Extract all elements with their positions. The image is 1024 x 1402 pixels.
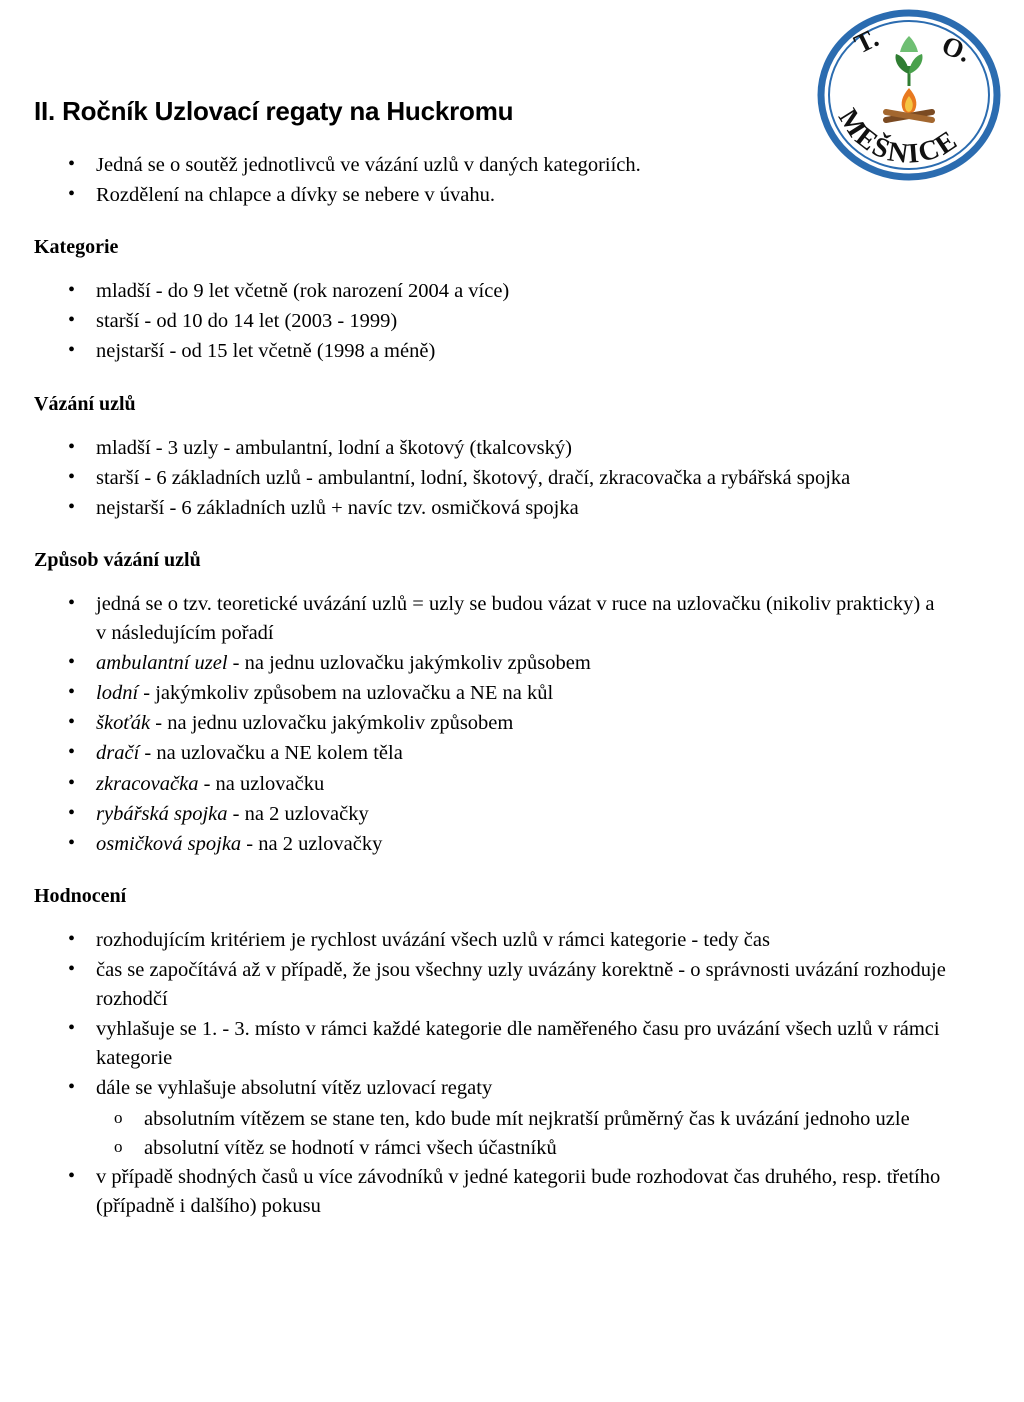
knot-desc: - na uzlovačku [198, 772, 325, 795]
list-item-italic [34, 830, 946, 859]
knot-desc: - na jednu uzlovačku jakýmkoliv způsobem [227, 652, 591, 675]
knot-desc: - na uzlovačku a NE kolem těla [139, 742, 403, 765]
knot-term: dračí [96, 742, 140, 765]
hodnoceni-sublist [34, 1105, 946, 1163]
sub-list-item: o absolutním vítězem se stane ten, kdo bude mít nejkratší průměrný čas k uvázání jednoho uzle [34, 1105, 946, 1134]
list-item-italic [34, 800, 946, 829]
knot-desc: - na 2 uzlovačky [241, 832, 383, 855]
vazani-uzlu-list [34, 434, 946, 523]
list-item-italic [34, 649, 946, 678]
list-item: • starší - od 10 do 14 let (2003 - 1999) [34, 307, 946, 336]
section-heading-zpusob-vazani-uzlu: Způsob vázání uzlů [34, 548, 201, 571]
list-item: • rozhodujícím kritériem je rychlost uvázání všech uzlů v rámci kategorie - tedy čas [34, 926, 946, 955]
knot-term: zkracovačka [96, 772, 199, 795]
list-item-italic [34, 739, 946, 768]
list-item: • dále se vyhlašuje absolutní vítěz uzlovací regaty [34, 1074, 946, 1103]
list-item-italic [34, 770, 946, 799]
list-item: • mladší - 3 uzly - ambulantní, lodní a škotový (tkalcovský) [34, 434, 946, 463]
page-title: II. Ročník Uzlovací regaty na Huckromu [34, 96, 514, 126]
knot-desc: - na jednu uzlovačku jakýmkoliv způsobem [150, 712, 514, 735]
kategorie-list [34, 277, 946, 366]
sub-list-item: o absolutní vítěz se hodnotí v rámci všech účastníků [34, 1134, 946, 1163]
knot-desc: - jakýmkoliv způsobem na uzlovačku a NE na kůl [138, 682, 554, 705]
list-item: • nejstarší - od 15 let včetně (1998 a méně) [34, 337, 946, 366]
list-item: • starší - 6 základních uzlů - ambulantní, lodní, škotový, dračí, zkracovačka a rybářská spojka [34, 464, 946, 493]
list-item: • Rozdělení na chlapce a dívky se nebere v úvahu. [34, 181, 946, 210]
zpusob-vazani-list [34, 590, 946, 859]
svg-text:T.: T. [849, 22, 884, 60]
list-item: • vyhlašuje se 1. - 3. místo v rámci každé kategorie dle naměřeného času pro uvázání všech uzlů v rámci kategorie [34, 1015, 946, 1073]
list-item-italic [34, 709, 946, 738]
list-item: • mladší - do 9 let včetně (rok narození 2004 a více) [34, 277, 946, 306]
knot-term: osmičková spojka [96, 832, 242, 855]
logo-arc-text: MEŠNICE [831, 103, 965, 171]
section-heading-vazani-uzlu: Vázání uzlů [34, 392, 136, 415]
list-item-italic [34, 679, 946, 708]
list-item: • čas se započítává až v případě, že jsou všechny uzly uvázány korektně - o správnosti uvázání rozhoduje rozhodčí [34, 956, 946, 1014]
list-item: • Jedná se o soutěž jednotlivců ve vázání uzlů v daných kategoriích. [34, 151, 946, 180]
knot-term: lodní [96, 682, 139, 705]
list-item: • nejstarší - 6 základních uzlů + navíc tzv. osmičková spojka [34, 494, 946, 523]
intro-list [34, 151, 946, 210]
list-item: • v případě shodných časů u více závodníků v jedné kategorii bude rozhodovat čas druhého, resp. třetího (případně i dalšího) pokusu [34, 1163, 946, 1221]
knot-desc: - na 2 uzlovačky [227, 802, 369, 825]
hodnoceni-list [34, 926, 946, 1104]
list-item: • jedná se o tzv. teoretické uvázání uzlů = uzly se budou vázat v ruce na uzlovačku (nikoliv prakticky) a v následujícím pořadí [34, 590, 946, 648]
knot-term: škoťák [96, 712, 151, 735]
knot-term: rybářská spojka [96, 802, 228, 825]
section-heading-kategorie: Kategorie [34, 236, 119, 259]
svg-text:O.: O. [937, 29, 975, 68]
section-heading-hodnoceni: Hodnocení [34, 884, 127, 907]
knot-term: ambulantní uzel [96, 652, 228, 675]
hodnoceni-list-tail [34, 1163, 946, 1221]
